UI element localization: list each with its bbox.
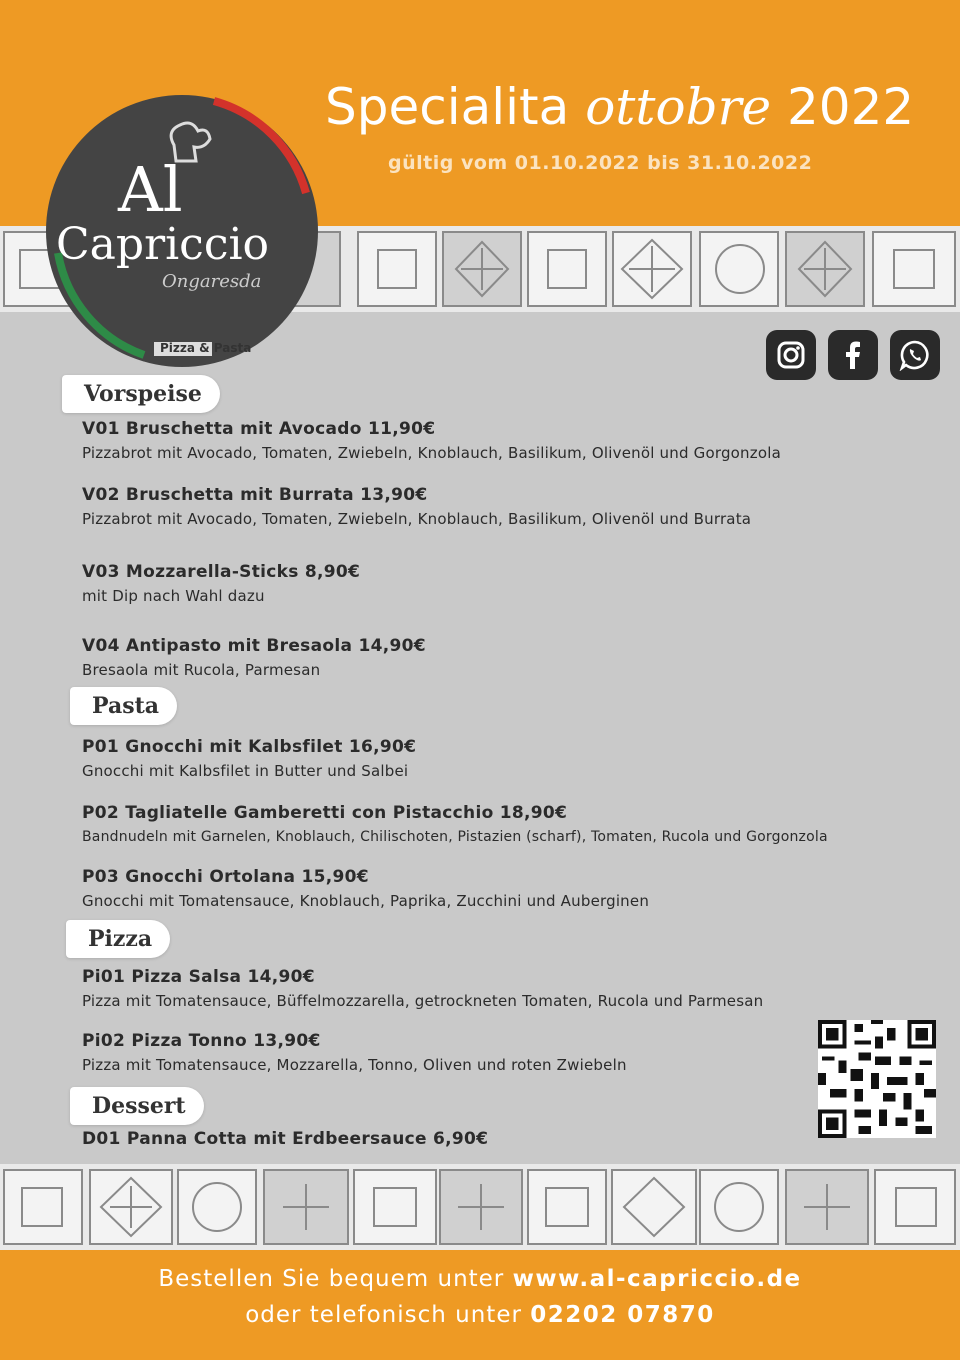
dish-item: Pi02 Pizza Tonno 13,90€ Pizza mit Tomatensauce, Mozzarella, Tonno, Oliven und roten Zwiebeln bbox=[82, 1031, 627, 1074]
footer-order-line: Bestellen Sie bequem unter www.al-capriccio.de bbox=[158, 1266, 802, 1292]
dish-item: V02 Bruschetta mit Burrata 13,90€ Pizzabrot mit Avocado, Tomaten, Zwiebeln, Knoblauch, Basilikum, Olivenöl und Burrata bbox=[82, 485, 752, 528]
phone-number[interactable]: 02202 07870 bbox=[530, 1302, 715, 1328]
whatsapp-icon[interactable] bbox=[890, 330, 940, 380]
website-link[interactable]: www.al-capriccio.de bbox=[512, 1266, 802, 1292]
dish-item: V03 Mozzarella-Sticks 8,90€ mit Dip nach Wahl dazu bbox=[82, 562, 361, 605]
validity-text: gültig vom 01.10.2022 bis 31.10.2022 bbox=[388, 152, 813, 174]
section-title-pasta: Pasta bbox=[70, 687, 177, 725]
dish-item: P02 Tagliatelle Gamberetti con Pistacchio 18,90€ Bandnudeln mit Garnelen, Knoblauch, Chilischoten, Pistazien (scharf), Tomaten, Rucola und Gorgonzola bbox=[82, 803, 828, 845]
dish-item: P03 Gnocchi Ortolana 15,90€ Gnocchi mit Tomatensauce, Knoblauch, Paprika, Zucchini und Auberginen bbox=[82, 867, 650, 910]
tile-border-bottom bbox=[0, 1164, 960, 1250]
logo-ribbon: Pizza & Pasta bbox=[160, 341, 252, 355]
logo-script: Ongaresda bbox=[162, 271, 262, 292]
restaurant-logo bbox=[44, 93, 320, 369]
dish-item: Pi01 Pizza Salsa 14,90€ Pizza mit Tomatensauce, Büffelmozzarella, getrockneten Tomaten, Rucola und Parmesan bbox=[82, 967, 764, 1010]
page-title: Specialita ottobre 2022 bbox=[325, 78, 915, 136]
dish-item: V04 Antipasto mit Bresaola 14,90€ Bresaola mit Rucola, Parmesan bbox=[82, 636, 426, 679]
logo-word-al: Al bbox=[118, 153, 183, 226]
qr-code[interactable] bbox=[818, 1020, 936, 1138]
dish-item: V01 Bruschetta mit Avocado 11,90€ Pizzabrot mit Avocado, Tomaten, Zwiebeln, Knoblauch, Basilikum, Olivenöl und Gorgonzola bbox=[82, 419, 781, 462]
dish-item: P01 Gnocchi mit Kalbsfilet 16,90€ Gnocchi mit Kalbsfilet in Butter und Salbei bbox=[82, 737, 417, 780]
footer-phone-line: oder telefonisch unter 02202 07870 bbox=[245, 1302, 715, 1328]
logo-word-capriccio: Capriccio bbox=[56, 219, 270, 270]
section-title-dessert: Dessert bbox=[70, 1087, 204, 1125]
facebook-icon[interactable] bbox=[828, 330, 878, 380]
section-title-vorspeise: Vorspeise bbox=[62, 375, 220, 413]
instagram-icon[interactable] bbox=[766, 330, 816, 380]
dish-item: D01 Panna Cotta mit Erdbeersauce 6,90€ bbox=[82, 1129, 489, 1149]
section-title-pizza: Pizza bbox=[66, 920, 170, 958]
